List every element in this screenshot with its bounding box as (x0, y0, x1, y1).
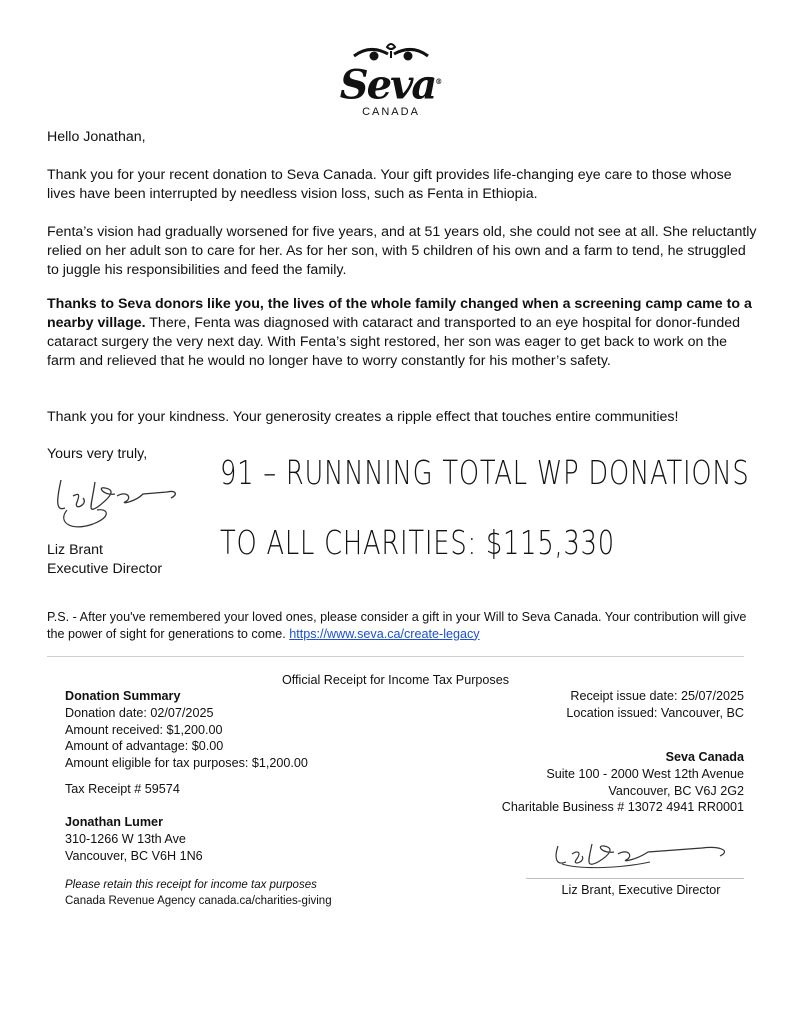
donation-date: Donation date: 02/07/2025 (65, 705, 214, 720)
paragraph-3 (47, 295, 757, 371)
seva-logo (330, 42, 452, 132)
paragraph-2: Fenta’s vision had gradually worsened for five years, and at 51 years old, she could not see at all. She reluctantly relied on her adult son to care for her. As for her son, with 5 children of his own and a farm to tend, he struggled to juggle his responsibilities and feed the family. (47, 224, 757, 278)
donor-block (65, 814, 385, 864)
greeting: Hello Jonathan, (47, 129, 146, 145)
paragraph-1: Thank you for your recent donation to Seva Canada. Your gift provides life-changing eye care to those whose lives have been interrupted by needless vision loss, such as Fenta in Ethiopia. (47, 167, 732, 202)
paragraph-4: Thank you for your kindness. Your generosity creates a ripple effect that touches entire communities! (47, 409, 679, 425)
receipt-issue-block (364, 688, 744, 722)
organization-block (364, 749, 744, 816)
charitable-business-number: Charitable Business # 13072 4941 RR0001 (501, 800, 744, 815)
paragraph-3-rest: There, Fenta was diagnosed with cataract and transported to an eye hospital for donor-funded cataract surgery the very next day. With Fenta’s sight restored, her son was eager to get back to work on the farm and relieved that he would no longer have to worry constantly for his mother’s safety. (47, 315, 740, 369)
receipt-issue-date: Receipt issue date: 25/07/2025 (570, 689, 744, 703)
signer-name: Liz Brant (47, 542, 103, 558)
retain-note: Please retain this receipt for income tax purposes (65, 879, 317, 891)
signer-title: Executive Director (47, 561, 163, 577)
handwritten-annotation-line-1: 91 – RUNNNING TOTAL WP DONATIONS (220, 453, 750, 492)
section-divider (47, 656, 744, 657)
location-issued: Location issued: Vancouver, BC (566, 705, 744, 720)
receipt-footer-notes (65, 877, 385, 909)
logo-subtitle: CANADA (362, 106, 420, 119)
amount-advantage: Amount of advantage: $0.00 (65, 739, 224, 754)
tax-receipt-number: Tax Receipt # 59574 (65, 782, 180, 796)
cra-reference: Canada Revenue Agency canada.ca/charities-giving (65, 895, 332, 907)
donor-address-line-2: Vancouver, BC V6H 1N6 (65, 848, 203, 863)
organization-address-line-2: Vancouver, BC V6J 2G2 (608, 783, 744, 798)
amount-received: Amount received: $1,200.00 (65, 722, 223, 737)
postscript (47, 609, 757, 643)
donor-address-line-1: 310-1266 W 13th Ave (65, 831, 186, 846)
signature-line (526, 878, 744, 879)
receipt-heading: Official Receipt for Income Tax Purposes (281, 673, 510, 687)
amount-eligible: Amount eligible for tax purposes: $1,200.00 (65, 756, 308, 771)
donation-summary (65, 688, 385, 772)
handwritten-annotation-line-2: TO ALL CHARITIES: $115,330 (220, 523, 615, 562)
signature-caption: Liz Brant, Executive Director (561, 883, 721, 897)
paragraph-3-bold: Thanks to Seva donors like you, the lives of the whole family changed when a screening camp came to a nearby village. (47, 296, 752, 331)
signature-image (47, 468, 187, 534)
legacy-link[interactable]: https://www.seva.ca/create-legacy (289, 626, 480, 641)
logo-wordmark: Seva® (339, 61, 443, 109)
registered-mark: ® (435, 77, 443, 86)
closing: Yours very truly, (47, 446, 148, 462)
receipt-signature-image (552, 836, 742, 874)
donation-summary-title: Donation Summary (65, 689, 181, 703)
organization-name: Seva Canada (665, 750, 744, 764)
organization-address-line-1: Suite 100 - 2000 West 12th Avenue (546, 766, 744, 781)
postscript-text: P.S. - After you've remembered your loved ones, please consider a gift in your Will to Seva Canada. Your contribution will give the power of sight for generations to come. (47, 609, 747, 641)
donor-name: Jonathan Lumer (65, 815, 163, 829)
